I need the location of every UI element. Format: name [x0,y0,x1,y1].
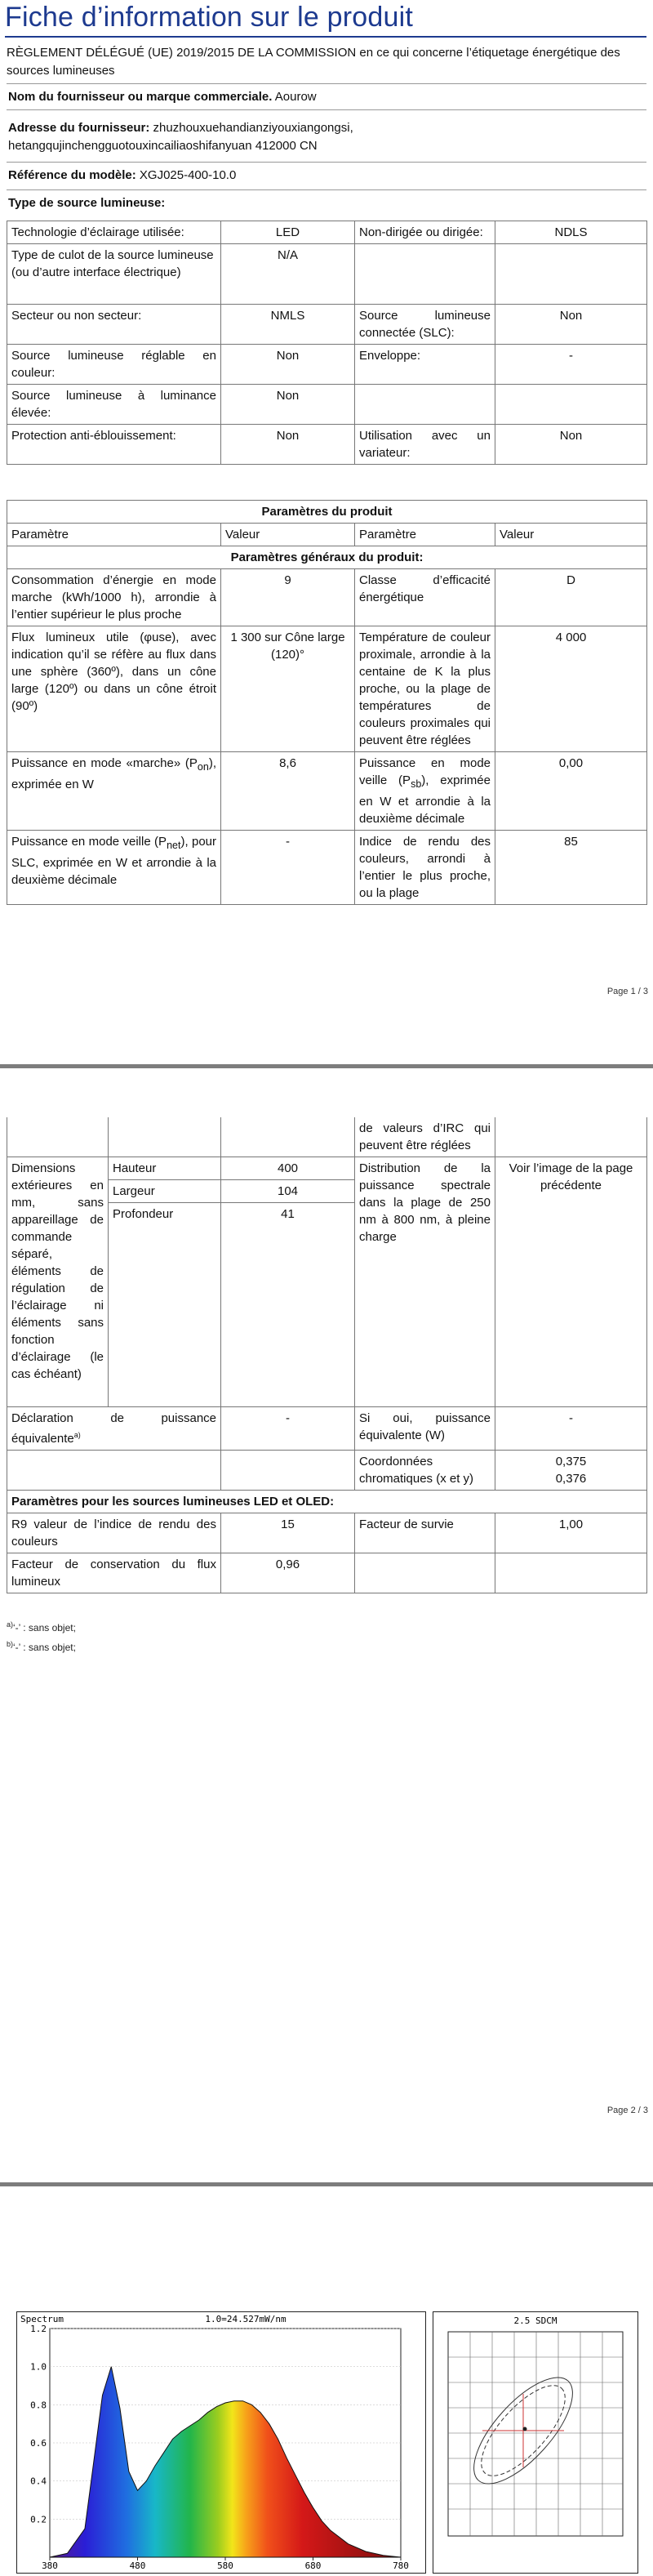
table-row [7,1513,647,1553]
model-value: XGJ025-400-10.0 [139,168,237,182]
table-row [7,501,647,524]
cell-label: Enveloppe: [355,345,495,385]
table-row [7,305,647,345]
supplier-address-label: Adresse du fournisseur: [8,121,150,135]
x-tick-label: 380 [42,2560,58,2571]
table-row [7,1407,647,1451]
divider [7,189,646,190]
cell-label: Flux lumineux utile (φuse), avec indication qu’il se réfère au flux dans une sphère (360º), dans un cône large (120º) ou dans un cône étroit (90º) [7,626,221,752]
cell-label: Technologie d’éclairage utilisée: [7,221,221,244]
page-separator [0,1064,653,1068]
cell-label [355,385,495,425]
column-header: Valeur [221,524,355,546]
x-tick-label: 480 [129,2560,146,2571]
divider [7,109,646,110]
cell-label: Utilisation avec un variateur: [355,425,495,465]
y-tick-label: 0.4 [30,2476,47,2487]
product-params-continued-table [7,1117,647,1593]
source-type-heading: Type de source lumineuse: [8,196,166,210]
cell-value: Non [495,305,647,345]
table-row [7,345,647,385]
column-header: Valeur [495,524,647,546]
cell-value: Non [221,385,355,425]
cell-label: Secteur ou non secteur: [7,305,221,345]
y-tick-label: 0.6 [30,2438,47,2449]
supplier-name-label: Nom du fournisseur ou marque commerciale. [8,90,273,104]
cell-label [355,244,495,305]
model-label: Référence du modèle: [8,168,136,182]
model-row [8,168,236,182]
cell-label: Source lumineuse connectée (SLC): [355,305,495,345]
cell-value [495,385,647,425]
width-label: Largeur [109,1180,221,1203]
footnote-b: $^{b)}$‘-’ : sans objet; [7,1640,76,1653]
cell-value: Non [221,425,355,465]
lumen-label: Facteur de conservation du flux lumineux [7,1553,221,1593]
table-row [7,524,647,546]
equiv-watt-value: - [495,1407,647,1451]
table-row [7,546,647,569]
table-row [7,1117,647,1157]
cell-value: 8,6 [221,752,355,831]
spectrum-svg [17,2312,425,2573]
regulation-text: RÈGLEMENT DÉLÉGUÉ (UE) 2019/2015 DE LA COMMISSION en ce qui concerne l’étiquetage énergétique des sources lumineuses [7,46,620,78]
spectrum-chart [16,2311,426,2574]
cell-value: NMLS [221,305,355,345]
table-row [7,1553,647,1593]
cell-value: Non [495,425,647,465]
cell-value: - [495,345,647,385]
page-title: Fiche d’information sur le produit [5,2,414,33]
title-rule [5,36,646,38]
page-separator [0,2182,653,2186]
divider [7,162,646,163]
supplier-address-line2: hetangqujinchengguotouxincailiaoshifanyuan 412000 CN [8,139,318,153]
chromaticity-chart [433,2311,638,2574]
table-row [7,221,647,244]
cell-value: NDLS [495,221,647,244]
chromaticity-svg [433,2312,637,2573]
led-params-heading: Paramètres pour les sources lumineuses LED et OLED: [7,1491,647,1513]
cell-value: 4 000 [495,626,647,752]
chromaticity-title: 2.5 SDCM [513,2315,557,2326]
cell-label: Protection anti-éblouissement: [7,425,221,465]
supplier-address-row [8,119,353,155]
y-tick-label: 0.2 [30,2514,47,2525]
cell-label: Classe d’efficacité énergétique [355,569,495,626]
page-number: Page 1 / 3 [606,987,648,996]
spectral-label: Distribution de la puissance spectrale dans la plage de 250 nm à 800 nm, à pleine charge [355,1157,495,1407]
cell-value [495,244,647,305]
cell-label: Puissance en mode «marche» $(P_{on})$, exprimée en W [7,752,221,831]
cell-value: LED [221,221,355,244]
table-row [7,425,647,465]
cell-label: Type de culot de la source lumineuse (ou d’autre interface électrique) [7,244,221,305]
supplier-address-line1: zhuzhouxuehandianziyouxiangongsi, [153,121,353,135]
x-tick-label: 780 [393,2560,409,2571]
table-row [7,385,647,425]
supplier-name-row [8,90,317,104]
chromaticity-frame [448,2332,623,2536]
spectrum-plot-area [30,2324,409,2571]
cell-label: Indice de rendu des couleurs, arrondi à l’entier le plus proche, ou la plage [355,831,495,905]
cell-label: Puissance en mode veille $(P_{sb})$, exprimée en W et arrondie à la deuxième décimale [355,752,495,831]
cell-label: Température de couleur proximale, arrondie à la centaine de K la plus proche, ou la plage de températures de couleurs proximales qui peuvent être réglées [355,626,495,752]
cell-value: 0,00 [495,752,647,831]
cell-value: N/A [221,244,355,305]
spectrum-area [50,2367,401,2557]
page-number: Page 2 / 3 [606,2106,648,2115]
r9-value: 15 [221,1513,355,1553]
source-type-table [7,221,647,465]
equiv-watt-label: Si oui, puissance équivalente (W) [355,1407,495,1451]
x-tick-label: 580 [217,2560,233,2571]
cell-label: Source lumineuse à luminance élevée: [7,385,221,425]
survival-value: 1,00 [495,1513,647,1553]
table-row [7,1491,647,1513]
table-row [7,1451,647,1491]
coord-value: 0,375 0,376 [495,1451,647,1491]
chromaticity-point [523,2427,527,2431]
column-header: Paramètre [355,524,495,546]
depth-label: Profondeur [109,1203,221,1407]
cell-value: 9 [221,569,355,626]
table-row [7,1157,647,1180]
height-label: Hauteur [109,1157,221,1180]
r9-label: R9 valeur de l’indice de rendu des couleurs [7,1513,221,1553]
table-row [7,569,647,626]
dimensions-label: Dimensions extérieures en mm, sans appareillage de commande séparé, éléments de régulation de l’éclairage ni éléments sans fonction d’éclairage (le cas échéant) [7,1157,109,1407]
cell-label: Puissance en mode veille $(P_{net})$, pour SLC, exprimée en W et arrondie à la deuxième décimale [7,831,221,905]
supplier-name-value: Aourow [274,90,317,104]
table-row [7,752,647,831]
product-params-heading: Paramètres du produit [7,501,647,524]
cell-label: Consommation d’énergie en mode marche (kWh/1000 h), arrondie à l’entier supérieur le plus proche [7,569,221,626]
equiv-value: - [221,1407,355,1451]
table-row [7,244,647,305]
cell-label: Non-dirigée ou dirigée: [355,221,495,244]
cell-value: 1 300 sur Cône large (120)° [221,626,355,752]
column-header: Paramètre [7,524,221,546]
cell-label: Source lumineuse réglable en couleur: [7,345,221,385]
cell-value: 85 [495,831,647,905]
equiv-label: Déclaration de puissance équivalente$^{a)}$ [7,1407,221,1451]
y-tick-label: 1.0 [30,2361,47,2373]
general-params-heading: Paramètres généraux du produit: [7,546,647,569]
width-value: 104 [221,1180,355,1203]
footnote-a: $^{a)}$‘-’ : sans objet; [7,1620,76,1633]
cell-value: - [221,831,355,905]
chromaticity-grid [448,2332,623,2536]
cell-value: D [495,569,647,626]
spectral-value: Voir l’image de la page précédente [495,1157,647,1407]
cell-value: Non [221,345,355,385]
depth-value: 41 [221,1203,355,1407]
spectrum-title: 1.0=24.527mW/nm [205,2314,287,2324]
x-tick-label: 680 [304,2560,322,2571]
survival-label: Facteur de survie [355,1513,495,1553]
y-tick-label: 1.2 [30,2324,47,2334]
table-row [7,831,647,905]
cell-label: de valeurs d’IRC qui peuvent être réglées [355,1117,495,1157]
product-params-table [7,500,647,905]
height-value: 400 [221,1157,355,1180]
lumen-value: 0,96 [221,1553,355,1593]
coord-label: Coordonnées chromatiques (x et y) [355,1451,495,1491]
divider [7,83,646,84]
table-row [7,626,647,752]
y-tick-label: 0.8 [30,2400,47,2411]
spectrum-title-left: Spectrum [20,2314,64,2324]
